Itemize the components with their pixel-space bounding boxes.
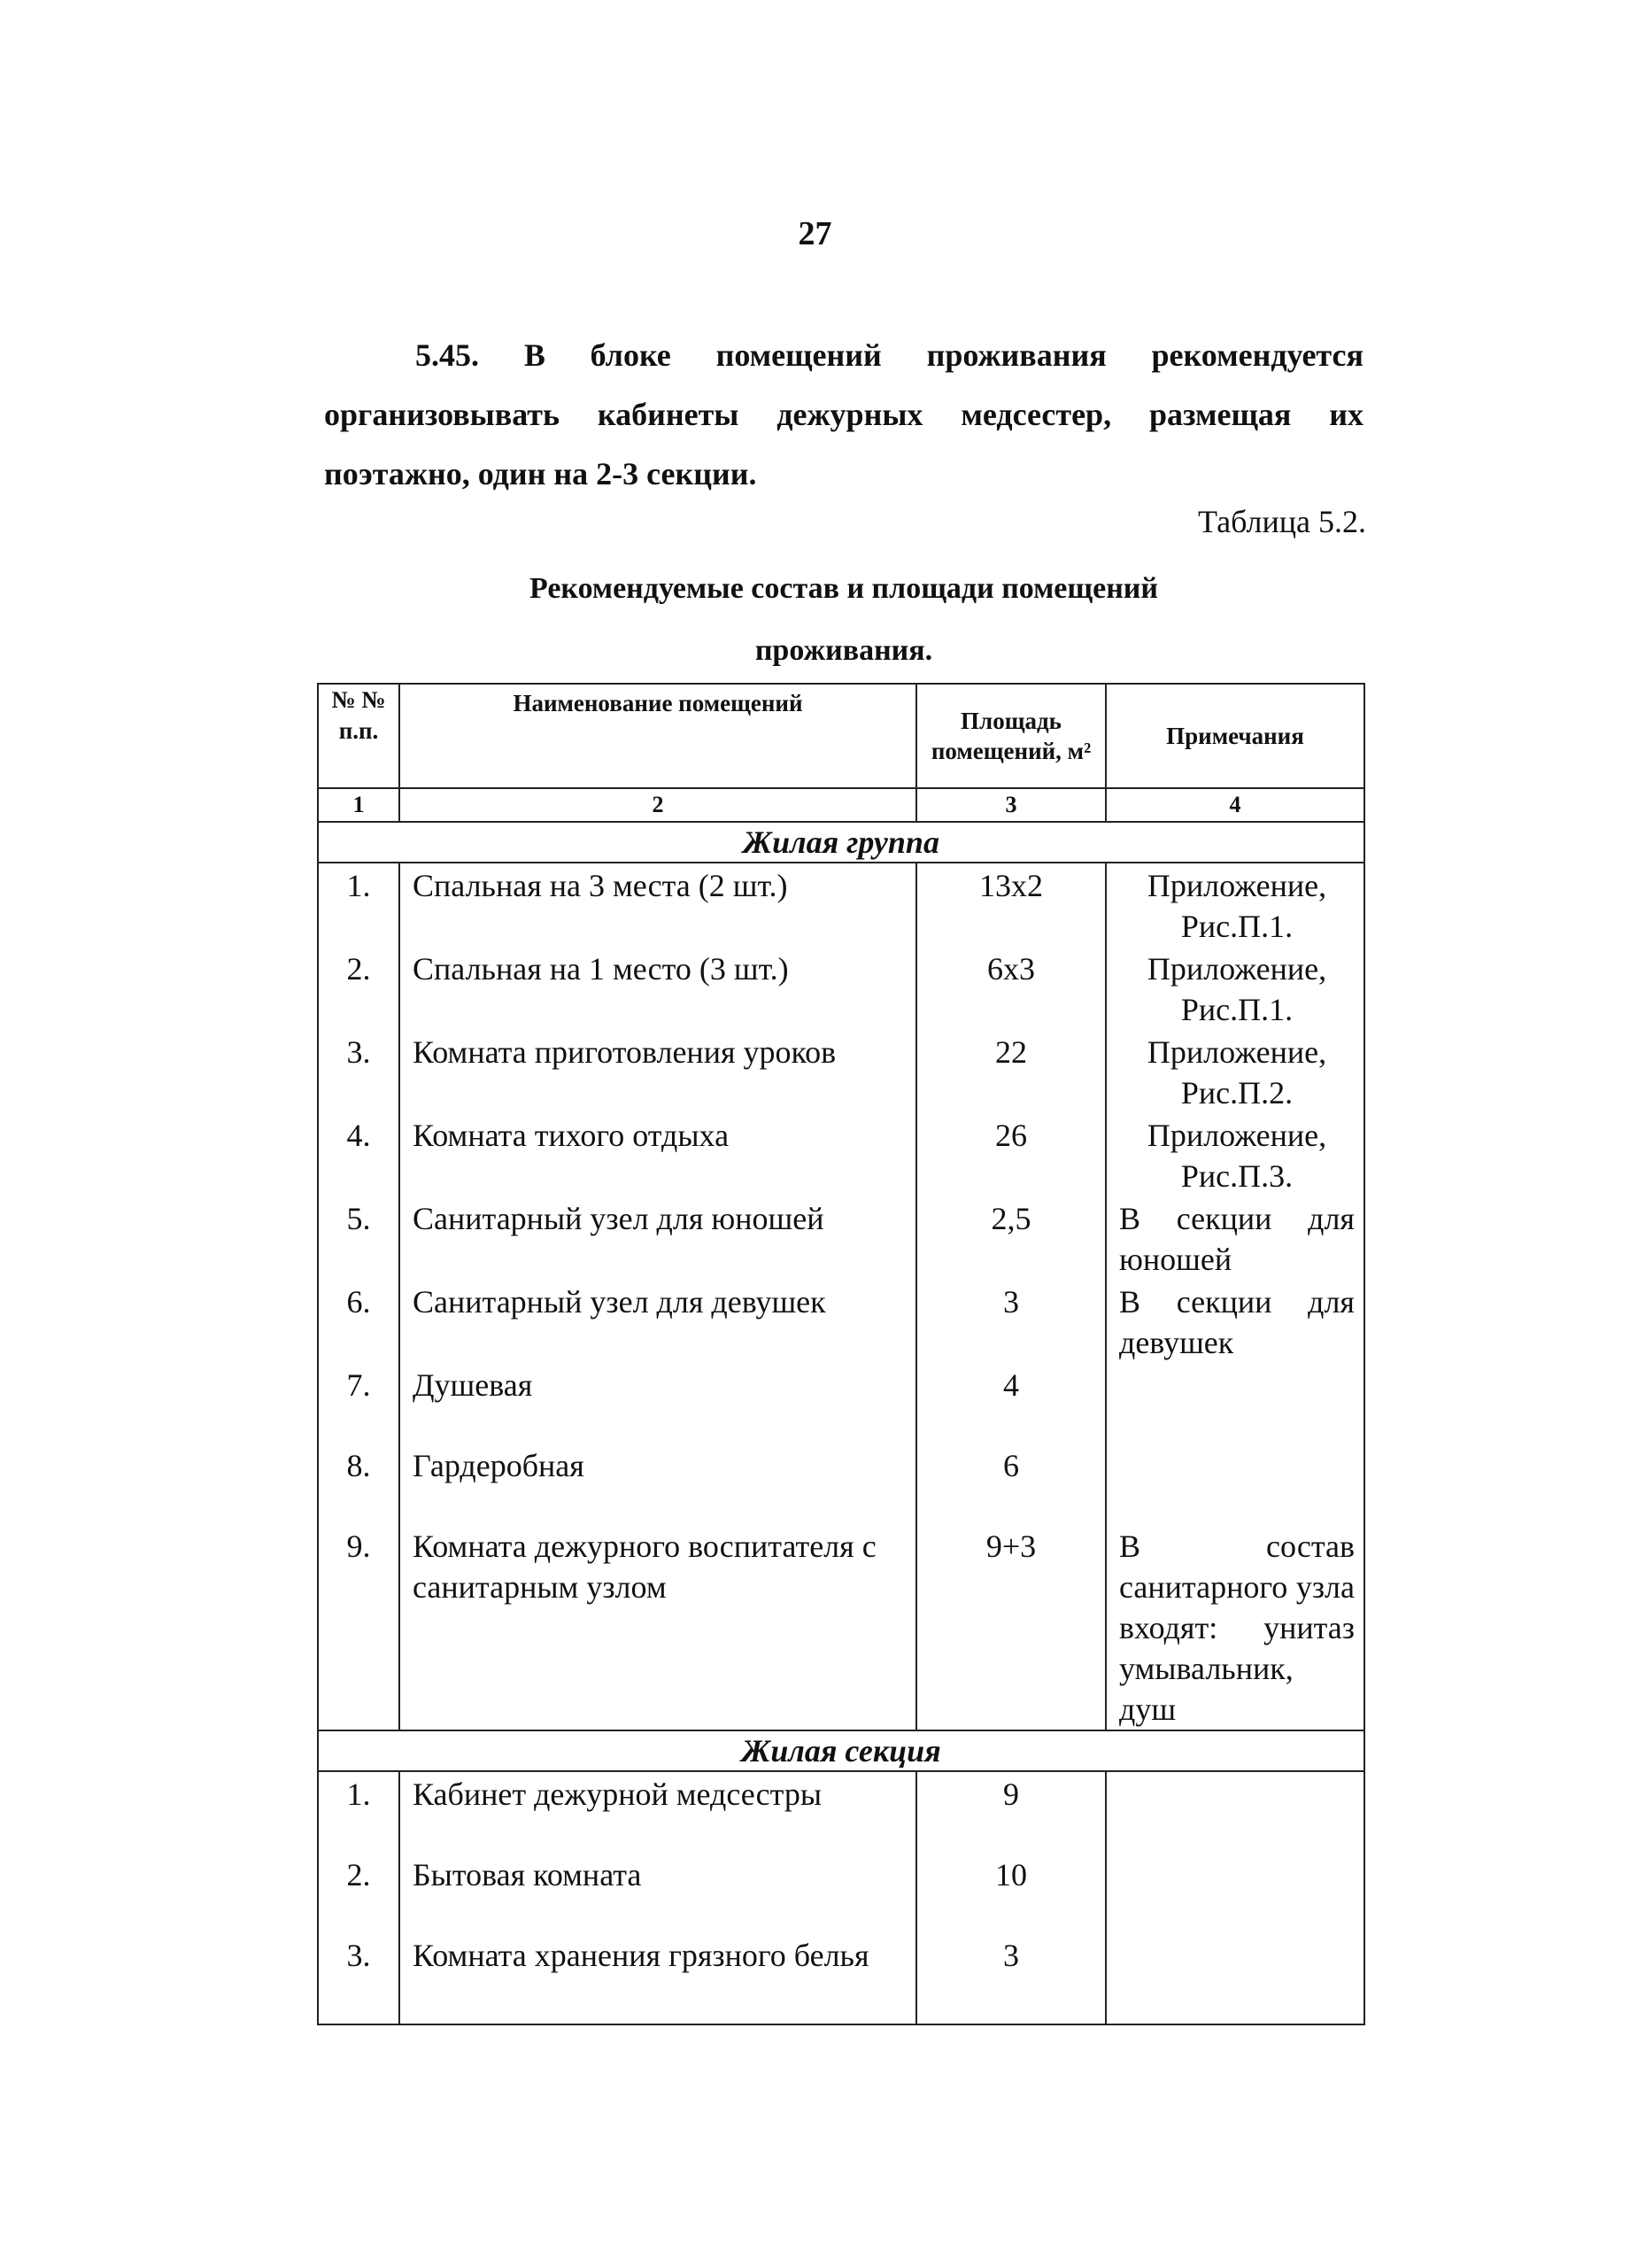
room-name: Душевая — [399, 1363, 916, 1444]
room-name: Комната приготовления уроков — [399, 1030, 916, 1113]
table-row — [318, 1771, 1364, 1853]
section-title: Жилая секция — [318, 1730, 1364, 1771]
table-title-line-2: проживания. — [754, 634, 933, 667]
room-area: 9 — [916, 1771, 1106, 1853]
room-name: Спальная на 1 место (3 шт.) — [399, 947, 916, 1030]
column-number: 1 — [318, 788, 399, 822]
table-row — [318, 1113, 1364, 1196]
room-area: 6 — [916, 1444, 1106, 1524]
page-number: 27 — [798, 215, 832, 252]
table-header-row — [318, 684, 1364, 788]
room-area: 13x2 — [916, 863, 1106, 947]
row-number: 1. — [318, 863, 399, 947]
room-name: Санитарный узел для девушек — [399, 1280, 916, 1363]
room-area: 10 — [916, 1853, 1106, 1933]
room-note — [1106, 1030, 1364, 1113]
section-row — [318, 1730, 1364, 1771]
room-name: Комната тихого отдыха — [399, 1113, 916, 1196]
room-area: 3 — [916, 1933, 1106, 2024]
room-name: Бытовая комната — [399, 1853, 916, 1933]
room-note-text: Приложение, Рис.П.1. — [1147, 951, 1327, 1027]
table-row — [318, 947, 1364, 1030]
room-name: Кабинет дежурной медсестры — [399, 1771, 916, 1853]
table-title — [324, 558, 1363, 682]
table-row — [318, 1524, 1364, 1730]
row-number: 8. — [318, 1444, 399, 1524]
room-note — [1106, 1444, 1364, 1524]
table-row — [318, 1280, 1364, 1363]
column-numbers-row — [318, 788, 1364, 822]
room-note — [1106, 1524, 1364, 1730]
row-number: 7. — [318, 1363, 399, 1444]
body-paragraph: 5.45. В блоке помещений проживания рекомендуется организовывать кабинеты дежурных медсестер, размещая их поэтажно, один на 2-3 секции. — [324, 337, 1363, 492]
column-number: 2 — [399, 788, 916, 822]
room-area: 2,5 — [916, 1196, 1106, 1280]
section-title: Жилая группа — [318, 822, 1364, 863]
table-row — [318, 1444, 1364, 1524]
room-note-text: В состав санитарного узла входят: унитаз умывальник, душ — [1119, 1529, 1355, 1727]
row-number: 5. — [318, 1196, 399, 1280]
room-name: Гардеробная — [399, 1444, 916, 1524]
table-row — [318, 1853, 1364, 1933]
header-note: Примечания — [1106, 684, 1364, 788]
room-note — [1106, 1280, 1364, 1363]
row-number: 4. — [318, 1113, 399, 1196]
room-note — [1106, 947, 1364, 1030]
column-number: 3 — [916, 788, 1106, 822]
column-number: 4 — [1106, 788, 1364, 822]
table-row — [318, 863, 1364, 947]
room-name: Спальная на 3 места (2 шт.) — [399, 863, 916, 947]
room-note-text: Приложение, Рис.П.1. — [1147, 868, 1327, 944]
row-number: 6. — [318, 1280, 399, 1363]
room-note — [1106, 1113, 1364, 1196]
room-area: 4 — [916, 1363, 1106, 1444]
rooms-table — [317, 683, 1365, 2025]
room-note — [1106, 863, 1364, 947]
room-area: 9+3 — [916, 1524, 1106, 1730]
room-note — [1106, 1853, 1364, 1933]
table-label: Таблица 5.2. — [1198, 504, 1366, 539]
room-note-text: Приложение, Рис.П.3. — [1147, 1118, 1327, 1194]
room-area: 3 — [916, 1280, 1106, 1363]
row-number: 3. — [318, 1030, 399, 1113]
section-row — [318, 822, 1364, 863]
room-name: Комната дежурного воспитателя с санитарным узлом — [399, 1524, 916, 1730]
table-title-line-1: Рекомендуемые состав и площади помещений — [529, 572, 1158, 605]
row-number: 2. — [318, 1853, 399, 1933]
room-note — [1106, 1196, 1364, 1280]
table-body — [318, 788, 1364, 2024]
header-area: Площадь помещений, м² — [916, 684, 1106, 788]
room-area: 22 — [916, 1030, 1106, 1113]
room-area: 26 — [916, 1113, 1106, 1196]
table-row — [318, 1363, 1364, 1444]
header-num: № № п.п. — [318, 684, 399, 788]
row-number: 1. — [318, 1771, 399, 1853]
table-row — [318, 1030, 1364, 1113]
room-name: Санитарный узел для юношей — [399, 1196, 916, 1280]
header-name: Наименование помещений — [399, 684, 916, 788]
room-note — [1106, 1771, 1364, 1853]
room-note-text: В секции для девушек — [1119, 1284, 1355, 1360]
room-note — [1106, 1933, 1364, 2024]
room-note — [1106, 1363, 1364, 1444]
table-row — [318, 1933, 1364, 2024]
row-number: 2. — [318, 947, 399, 1030]
room-note-text: Приложение, Рис.П.2. — [1147, 1034, 1327, 1111]
row-number: 9. — [318, 1524, 399, 1730]
room-note-text: В секции для юношей — [1119, 1201, 1355, 1277]
room-area: 6x3 — [916, 947, 1106, 1030]
row-number: 3. — [318, 1933, 399, 2024]
table-row — [318, 1196, 1364, 1280]
room-name: Комната хранения грязного белья — [399, 1933, 916, 2024]
